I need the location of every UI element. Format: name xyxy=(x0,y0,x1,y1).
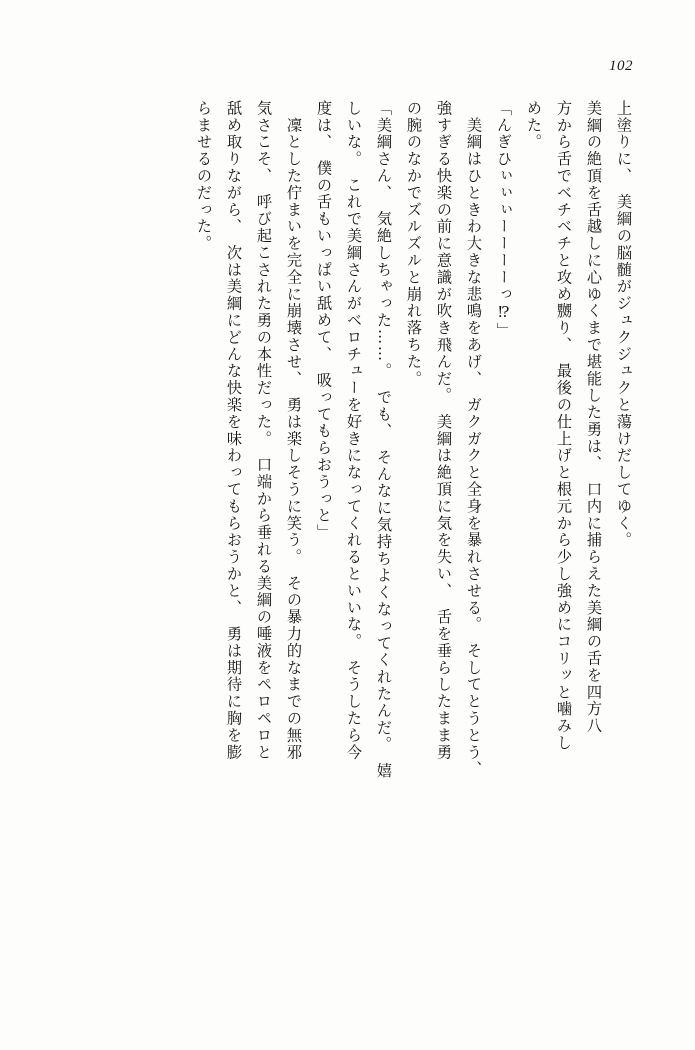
text-line: 舐め取りながら、 次は美綱にどんな快楽を味わってもらおうかと、 勇は期待に胸を膨 xyxy=(225,100,243,761)
text-line: 強すぎる快楽の前に意識が吹き飛んだ。 美綱は絶頂に気を失い、 舌を垂らしたまま勇 xyxy=(435,100,453,761)
text-line: 美綱はひときわ大きな悲鳴をあげ、 ガクガクと全身を暴れさせる。 そしてとうとう、 xyxy=(465,100,483,778)
text-line: 「んぎひぃぃぃーーーーっ⁉」 xyxy=(495,100,513,340)
page-number: 102 xyxy=(609,58,633,74)
text-line: 「美綱さん、 気絶しちゃった……。 でも、 そんなに気持ちよくなってくれたんだ。 嬉 xyxy=(375,100,393,780)
text-line: らませるのだった。 xyxy=(195,100,213,253)
text-line: 凜とした佇まいを完全に崩壊させ、 勇は楽しそうに笑う。 その暴力的なまでの無邪 xyxy=(285,100,303,761)
text-line: の腕のなかでズルズルと崩れ落ちた。 xyxy=(405,100,423,388)
text-line: 美綱の絶頂を舌越しに心ゆくまで堪能した勇は、 口内に捕らえた美綱の舌を四方八 xyxy=(585,100,603,735)
text-line: しいな。 これで美綱さんがベロチューを好きになってくれるといいな。 そうしたら今 xyxy=(345,100,363,761)
text-line: 気さこそ、 呼び起こされた勇の本性だった。 口端から垂れる美綱の唾液をペロペロと xyxy=(255,100,273,761)
text-line: 上塗りに、 美綱の脳髄がジュクジュクと蕩けだしてゆく。 xyxy=(615,100,633,549)
text-line: 度は、 僕の舌もいっぱい舐めて、 吸ってもらおうっと」 xyxy=(315,100,333,542)
text-line: めた。 xyxy=(525,100,543,151)
body-text-block xyxy=(56,100,639,980)
text-line: 方から舌でベチベチと攻め嬲り、 最後の仕上げと根元から少し強めにコリッと噛みし xyxy=(555,100,573,752)
